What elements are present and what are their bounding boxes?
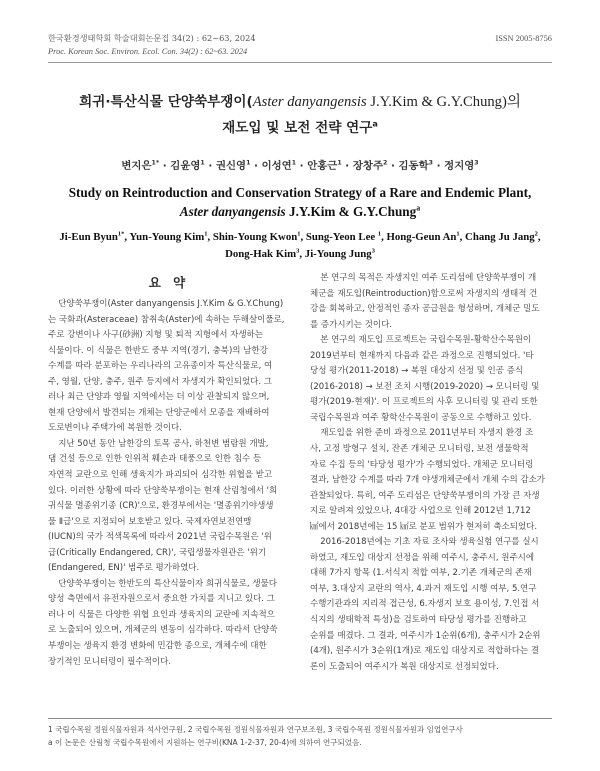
text-line: 있다. 이러한 상황에 따라 단양쑥부쟁이는 현재 산림청에서 '희 bbox=[48, 485, 278, 496]
text-line: 체군을 재도입(Reintroduction)함으로써 자생지의 생태적 건 bbox=[310, 288, 538, 299]
text-line: 양성 측면에서 유전자원으로서 중요한 가치를 지니고 있다. 그 bbox=[48, 594, 275, 605]
title-en-species: Aster danyangensis bbox=[179, 204, 286, 219]
text-line: 여부, 3.대상지 교란의 역사, 4.과거 재도입 시행 여부, 5.연구 bbox=[310, 583, 537, 594]
text-line: 단양쑥부쟁이는 한반도의 특산식물이자 희귀식물로, 생물다 bbox=[58, 578, 277, 589]
text-line: 를 증가시키는 것이다. bbox=[310, 319, 393, 330]
text-line: 식물이다. 이 식물은 한반도 중부 지역(경기, 충북)의 남한강 bbox=[48, 345, 268, 356]
text-line: 2019년부터 현재까지 다음과 같은 과정으로 진행되었다. '타 bbox=[310, 350, 534, 361]
title-ko-footnote-mark: a bbox=[372, 118, 378, 129]
journal-citation-en: Proc. Korean Soc. Environ. Ecol. Con. 34(2) : 62~63. 2024 bbox=[48, 47, 248, 56]
footnote-rule bbox=[48, 718, 552, 719]
text-line: 현재 단양에서 발견되는 개체는 단양군에서 모종을 재배하여 bbox=[48, 407, 270, 418]
title-ko-text: 희귀·특산식물 단양쑥부쟁이( bbox=[79, 94, 253, 110]
authors-english-line1: Ji-Eun Byun$^{1*}$, Yun-Young Kim$^1$, Shin-Young Kwon$^1$, Sung-Yeon Lee $^1$, Hong-Geun An$^1$, Chang Ju Jang$^2$, bbox=[59, 230, 541, 243]
text-line: 당성 평가(2011-2018) → 복원 대상지 선정 및 인공 증식 bbox=[310, 366, 524, 377]
title-ko-line2-text: 재도입 및 보전 전략 연구 bbox=[222, 120, 373, 136]
text-line: 강을 회복하고, 안정적인 종자 공급원을 형성하며, 개체군 밀도 bbox=[310, 304, 540, 315]
text-line: 평가(2019-현재)'. 이 프로젝트의 사후 모니터링 및 관리 또한 bbox=[310, 397, 538, 408]
title-korean-line2 bbox=[40, 117, 560, 139]
text-line: 러나 이 식물은 다양한 위협 요인과 생육지의 교란에 지속적으 bbox=[48, 609, 275, 620]
text-line: 재도입을 위한 준비 과정으로 2011년부터 자생지 환경 조 bbox=[320, 428, 534, 439]
text-line: 수행기관과의 지리적 접근성, 6.자생지 보호 용이성, 7.인접 서 bbox=[310, 599, 540, 610]
abstract-right-column bbox=[310, 271, 552, 675]
title-english-line2 bbox=[40, 202, 560, 221]
abstract-left-column bbox=[48, 297, 290, 670]
title-english-line1: Study on Reintroduction and Conservation Strategy of a Rare and Endemic Plant, bbox=[68, 185, 532, 200]
title-ko-author: J.Y.Kim & G.Y.Chung)의 bbox=[366, 94, 521, 110]
text-line: 단양쑥부쟁이(Aster danyangensis J.Y.Kim & G.Y.Chung) bbox=[58, 299, 284, 309]
text-line: (IUCN)의 국가 적색목록에 따라서 2021년 국립수목원은 '위 bbox=[48, 532, 272, 543]
journal-citation-ko: 한국환경생태학회 학술대회논문집 34(2) : 62~63, 2024 bbox=[48, 33, 256, 43]
text-line: 결과, 남한강 수계를 따라 7개 야생개체군에서 개체 수의 감소가 bbox=[310, 475, 546, 486]
text-line: 러나 최근 단양과 영월 지역에서는 더 이상 관찰되지 않으며, bbox=[48, 392, 270, 403]
footnote-affiliations: 1 국립수목원 정원식물자원과 석사연구원, 2 국립수목원 정원식물자원과 연구보조원, 3 국립수목원 정원식물자원과 임업연구사 bbox=[48, 725, 463, 734]
text-line: 본 연구의 목적은 자생지인 여주 도리섬에 단양쑥부쟁이 개 bbox=[320, 273, 537, 283]
text-line: (4개), 원주시가 3순위(1개)로 재도입 대상지로 적합하다는 결 bbox=[310, 646, 540, 657]
text-line: 자료 수집 등의 '타당성 평가'가 수행되었다. 개체군 모니터링 bbox=[310, 459, 534, 470]
text-line: 는 국화과(Asteraceae) 참취속(Aster)에 속하는 두해살이풀로, bbox=[48, 314, 285, 325]
text-line: 주, 영월, 단양, 충주, 원주 등지에서 자생지가 확인되었다. 그 bbox=[48, 376, 272, 387]
running-header bbox=[48, 32, 552, 58]
title-ko-species: Aster danyangensis bbox=[252, 94, 367, 110]
text-line: 주로 강변이나 사구(砂洲) 지형 및 퇴적 지형에서 자생하는 bbox=[48, 330, 263, 341]
text-line: 댐 건설 등으로 인한 인위적 훼손과 태풍으로 인한 침수 등 bbox=[48, 454, 262, 465]
text-line: ㎢에서 2018년에는 15 ㎢로 분포 범위가 현저히 축소되었다. bbox=[310, 521, 538, 532]
text-line: 2016-2018년에는 기초 자료 조사와 생육실험 연구를 실시 bbox=[320, 537, 539, 548]
title-korean-line1 bbox=[40, 91, 560, 113]
text-line: 장기적인 모니터링이 필수적이다. bbox=[48, 656, 172, 667]
text-line: (Endangered, EN)' 범주로 평가하였다. bbox=[48, 563, 200, 574]
text-line: 관찰되었다. 특히, 여주 도리섬은 단양쑥부쟁이의 가장 큰 자생 bbox=[310, 490, 540, 501]
text-line: 순위를 매겼다. 그 결과, 여주시가 1순위(6개), 충주시가 2순위 bbox=[310, 630, 541, 641]
text-line: 지로 알려져 있었으나, 4대강 사업으로 인해 2012년 1,712 bbox=[310, 506, 531, 517]
text-line: 지난 50년 동안 남한강의 토목 공사, 하천변 범람원 개발, bbox=[58, 438, 269, 449]
text-line: 부쟁이는 생육지 환경 변화에 민감한 종으로, 개체수에 대한 bbox=[48, 641, 267, 652]
text-line: 귀식물 멸종위기종 (CR)'으로, 환경부에서는 '멸종위기야생생 bbox=[48, 501, 274, 512]
title-en-author: J.Y.Kim & G.Y.Chung bbox=[285, 204, 417, 219]
text-line: 급(Critically Endangered, CR)', 국립생물자원관은 '위기 bbox=[48, 547, 267, 558]
title-en-footnote-mark: a bbox=[416, 203, 421, 213]
text-line: 물 Ⅱ급'으로 지정되어 보호받고 있다. 국제자연보전연맹 bbox=[48, 516, 252, 527]
header-rule bbox=[48, 62, 552, 63]
authors-english-line2: Dong-Hak Kim$^3$, Ji-Young Jung$^3$ bbox=[225, 247, 375, 260]
text-line: 수계를 따라 분포하는 우리나라의 고유종이자 특산식물로, 여 bbox=[48, 361, 273, 372]
text-line: 자연적 교란으로 인해 생육지가 파괴되어 심각한 위협을 받고 bbox=[48, 470, 273, 481]
text-line: 대해 7가지 항목 (1.서식지 적합 여부, 2.기존 개체군의 존재 bbox=[310, 568, 532, 579]
text-line: (2016-2018) → 보전 조치 시행(2019-2020) → 모니터링 및 bbox=[310, 381, 540, 392]
text-line: 도로변이나 주택가에 복원한 것이다. bbox=[48, 423, 182, 434]
text-line: 로 노출되어 있으며, 개체군의 변동이 심각하다. 따라서 단양쑥 bbox=[48, 625, 278, 636]
authors-korean: 변지은$^{1*}$ · 김윤영$^1$ · 권신영$^1$ · 이성연$^1$ · 안홍근$^1$ · 장창주$^2$ · 김동학$^3$ · 정지영$^3$ bbox=[121, 159, 479, 172]
text-line: 식지의 생태학적 특성)을 검토하여 타당성 평가를 진행하고 bbox=[310, 615, 527, 626]
issn: ISSN 2005-8756 bbox=[495, 34, 552, 43]
text-line: 하였고, 재도입 대상지 선정을 위해 여주시, 충주시, 원주시에 bbox=[310, 552, 535, 563]
footnote-funding: a 이 논문은 산림청 국립수목원에서 지원하는 연구비(KNA 1-2-37, 20-4)에 의하여 연구되었음. bbox=[48, 738, 362, 747]
text-line: 국립수목원과 여주 황학산수목원이 공동으로 수행하고 있다. bbox=[310, 412, 532, 423]
text-line: 사, 고정 방형구 설치, 잔존 개체군 모니터링, 보전 생물학적 bbox=[310, 444, 529, 455]
abstract-heading: 요 약 bbox=[148, 275, 190, 290]
text-line: 본 연구의 재도입 프로젝트는 국립수목원-황학산수목원이 bbox=[320, 335, 532, 346]
text-line: 론이 도출되어 여주시가 복원 대상지로 선정되었다. bbox=[310, 661, 499, 672]
